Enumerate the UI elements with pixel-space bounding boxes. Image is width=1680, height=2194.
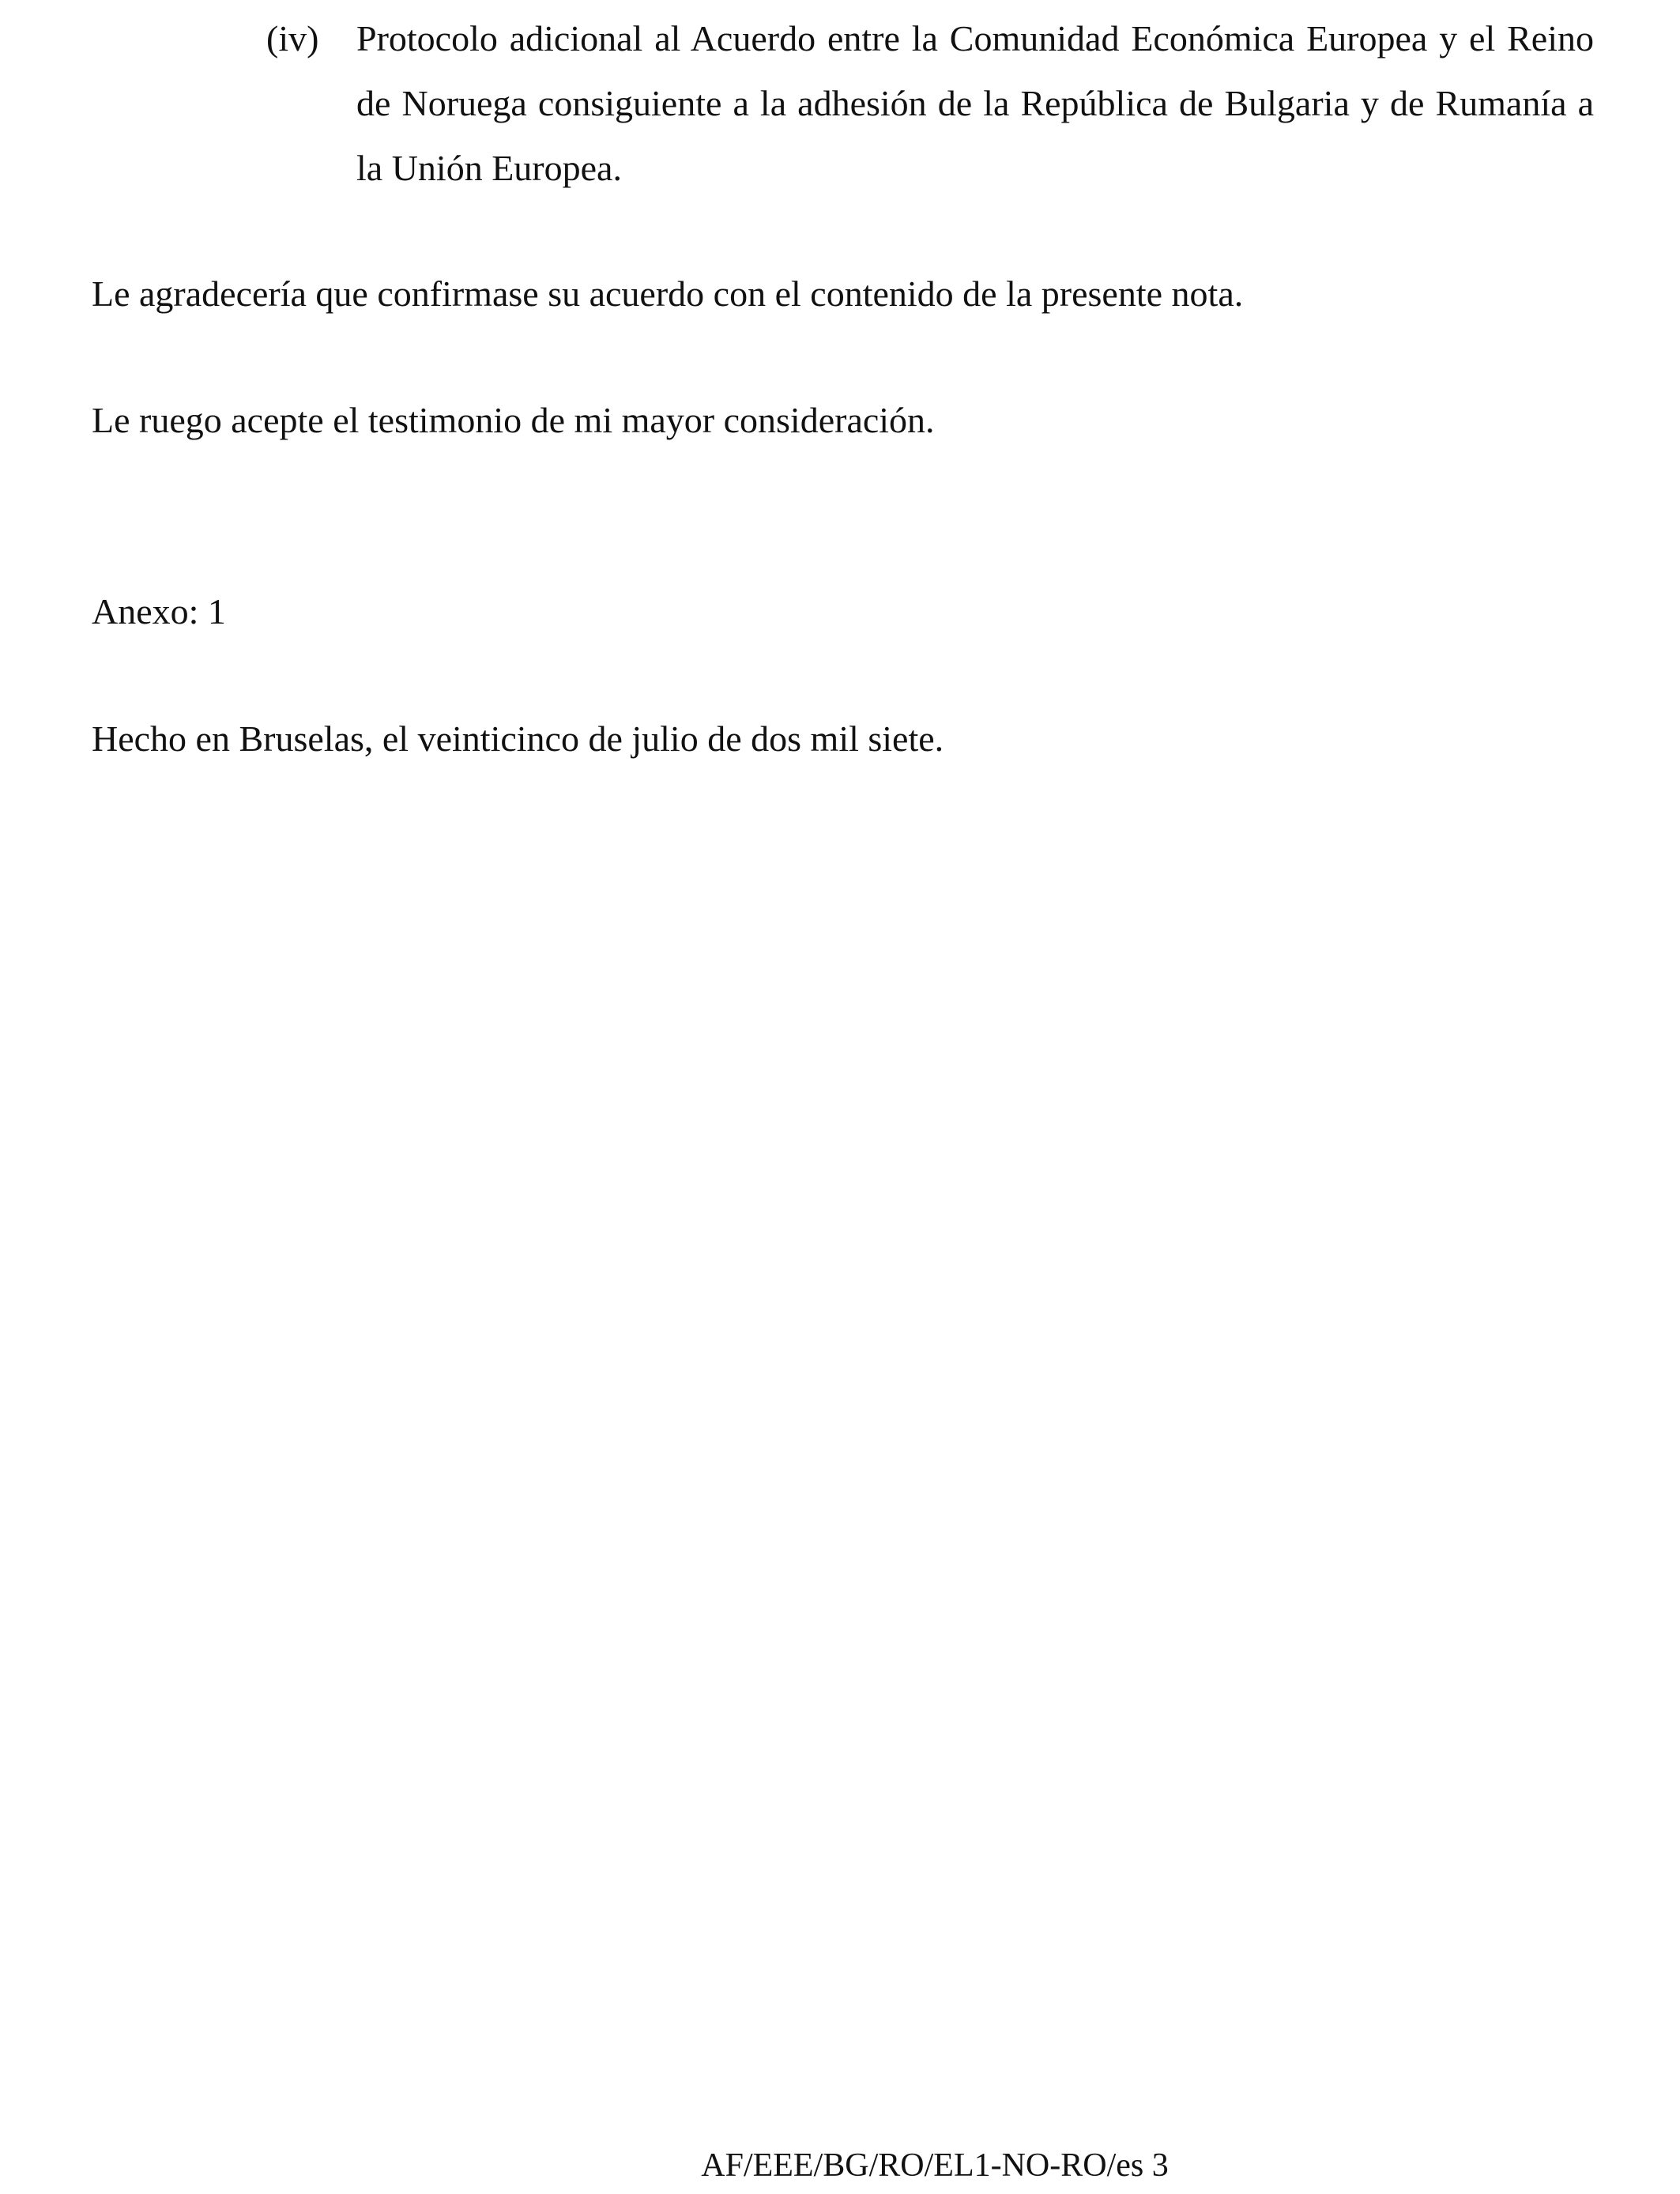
list-item-text: Protocolo adicional al Acuerdo entre la Comunidad Económica Europea y el Reino de Noruega consiguiente a la adhesión de la República de Bulgaria y de Rumanía a la Unión Europea. xyxy=(356,18,1594,188)
place-date-line: Hecho en Bruselas, el veinticinco de julio de dos mil siete. xyxy=(92,718,944,759)
footer-reference-text: AF/EEE/BG/RO/EL1-NO-RO/es 3 xyxy=(701,2147,1169,2184)
list-item-iv xyxy=(266,6,1594,201)
list-item-label: (iv) xyxy=(266,18,319,58)
closing-courtesy-paragraph: Le ruego acepte el testimonio de mi mayor consideración. xyxy=(92,400,935,440)
confirmation-request-paragraph: Le agradecería que confirmase su acuerdo con el contenido de la presente nota. xyxy=(92,273,1244,314)
document-reference-footer xyxy=(0,2143,1680,2188)
annex-line: Anexo: 1 xyxy=(92,591,226,631)
